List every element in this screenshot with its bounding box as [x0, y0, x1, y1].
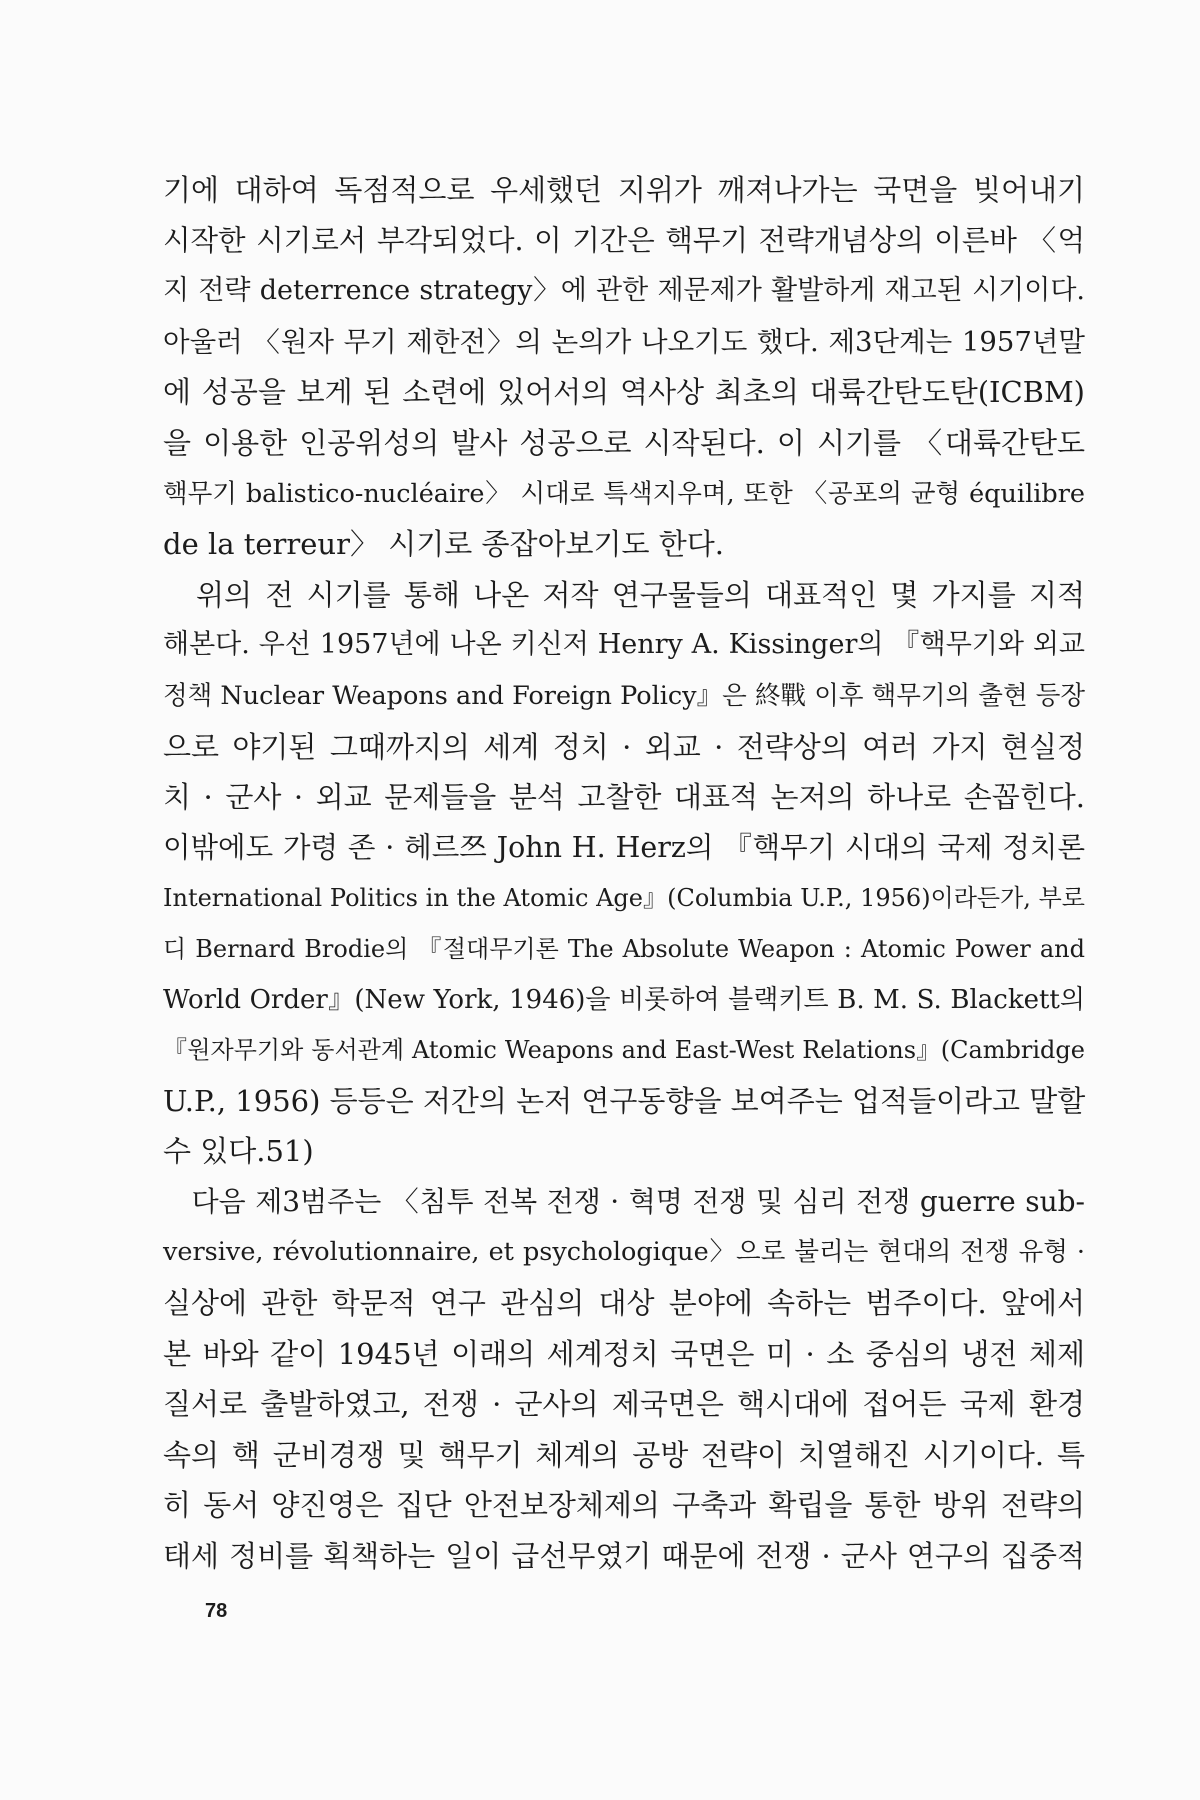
text-line: 치 · 군사 · 외교 문제들을 분석 고찰한 대표적 논저의 하나로 손꼽힌다.	[163, 780, 1085, 815]
page-number: 78	[205, 1600, 228, 1622]
text-line: 다음 제3범주는 〈침투 전복 전쟁 · 혁명 전쟁 및 심리 전쟁 guerre sub-	[163, 1184, 1085, 1218]
text-line: de la terreur〉 시기로 종잡아보기도 한다.	[163, 527, 724, 562]
text-line: 이밖에도 가령 존 · 헤르쯔 John H. Herz의 『핵무기 시대의 국제 정치론	[163, 830, 1085, 864]
text-line: 아울러 〈원자 무기 제한전〉의 논의가 나오기도 했다. 제3단계는 1957년말	[163, 325, 1085, 358]
text-line: 태세 정비를 획책하는 일이 급선무였기 때문에 전쟁 · 군사 연구의 집중적	[163, 1539, 1085, 1574]
body-text	[163, 165, 1085, 1582]
text-line: 본 바와 같이 1945년 이래의 세계정치 국면은 미 · 소 중심의 냉전 체제	[163, 1336, 1085, 1371]
text-line: 히 동서 양진영은 집단 안전보장체제의 구축과 확립을 통한 방위 전략의	[163, 1488, 1085, 1523]
text-line: World Order』(New York, 1946)을 비롯하여 블랙키트 B. M. S. Blackett의	[163, 984, 1085, 1015]
text-line: 을 이용한 인공위성의 발사 성공으로 시작된다. 이 시기를 〈대륙간탄도	[163, 425, 1085, 460]
text-line: 수 있다.51)	[163, 1134, 314, 1169]
text-line: 핵무기 balistico-nucléaire〉 시대로 특색지우며, 또한 〈공포의 균형 équilibre	[163, 478, 1085, 509]
text-line: 시작한 시기로서 부각되었다. 이 기간은 핵무기 전략개념상의 이른바 〈억	[163, 223, 1085, 257]
text-line: 에 성공을 보게 된 소련에 있어서의 역사상 최초의 대륙간탄도탄(ICBM)	[163, 375, 1085, 410]
text-line: versive, révolutionnaire, et psychologique〉으로 불리는 현대의 전쟁 유형 ·	[163, 1237, 1085, 1268]
text-line: 『원자무기와 동서관계 Atomic Weapons and East-West Relations』(Cambridge	[163, 1036, 1085, 1065]
text-line: 실상에 관한 학문적 연구 관심의 대상 분야에 속하는 범주이다. 앞에서	[163, 1286, 1085, 1321]
text-line: 디 Bernard Brodie의 『절대무기론 The Absolute Weapon : Atomic Power and	[163, 934, 1085, 963]
text-line: 해본다. 우선 1957년에 나온 키신저 Henry A. Kissinger의 『핵무기와 외교	[163, 629, 1085, 661]
text-line: 속의 핵 군비경쟁 및 핵무기 체계의 공방 전략이 치열해진 시기이다. 특	[163, 1437, 1085, 1472]
text-line: 지 전략 deterrence strategy〉에 관한 제문제가 활발하게 재고된 시기이다.	[163, 275, 1085, 307]
text-line: International Politics in the Atomic Age』(Columbia U.P., 1956)이라든가, 부로	[163, 884, 1085, 913]
text-line: U.P., 1956) 등등은 저간의 논저 연구동향을 보여주는 업적들이라고 말할	[163, 1083, 1086, 1118]
text-line: 정책 Nuclear Weapons and Foreign Policy』은 終戰 이후 핵무기의 출현 등장	[163, 680, 1085, 711]
text-line: 질서로 출발하였고, 전쟁 · 군사의 제국면은 핵시대에 접어든 국제 환경	[163, 1387, 1085, 1422]
text-line: 으로 야기된 그때까지의 세계 정치 · 외교 · 전략상의 여러 가지 현실정	[163, 729, 1085, 764]
text-line: 위의 전 시기를 통해 나온 저작 연구물들의 대표적인 몇 가지를 지적	[163, 577, 1085, 612]
text-line: 기에 대하여 독점적으로 우세했던 지위가 깨져나가는 국면을 빚어내기	[163, 173, 1085, 207]
